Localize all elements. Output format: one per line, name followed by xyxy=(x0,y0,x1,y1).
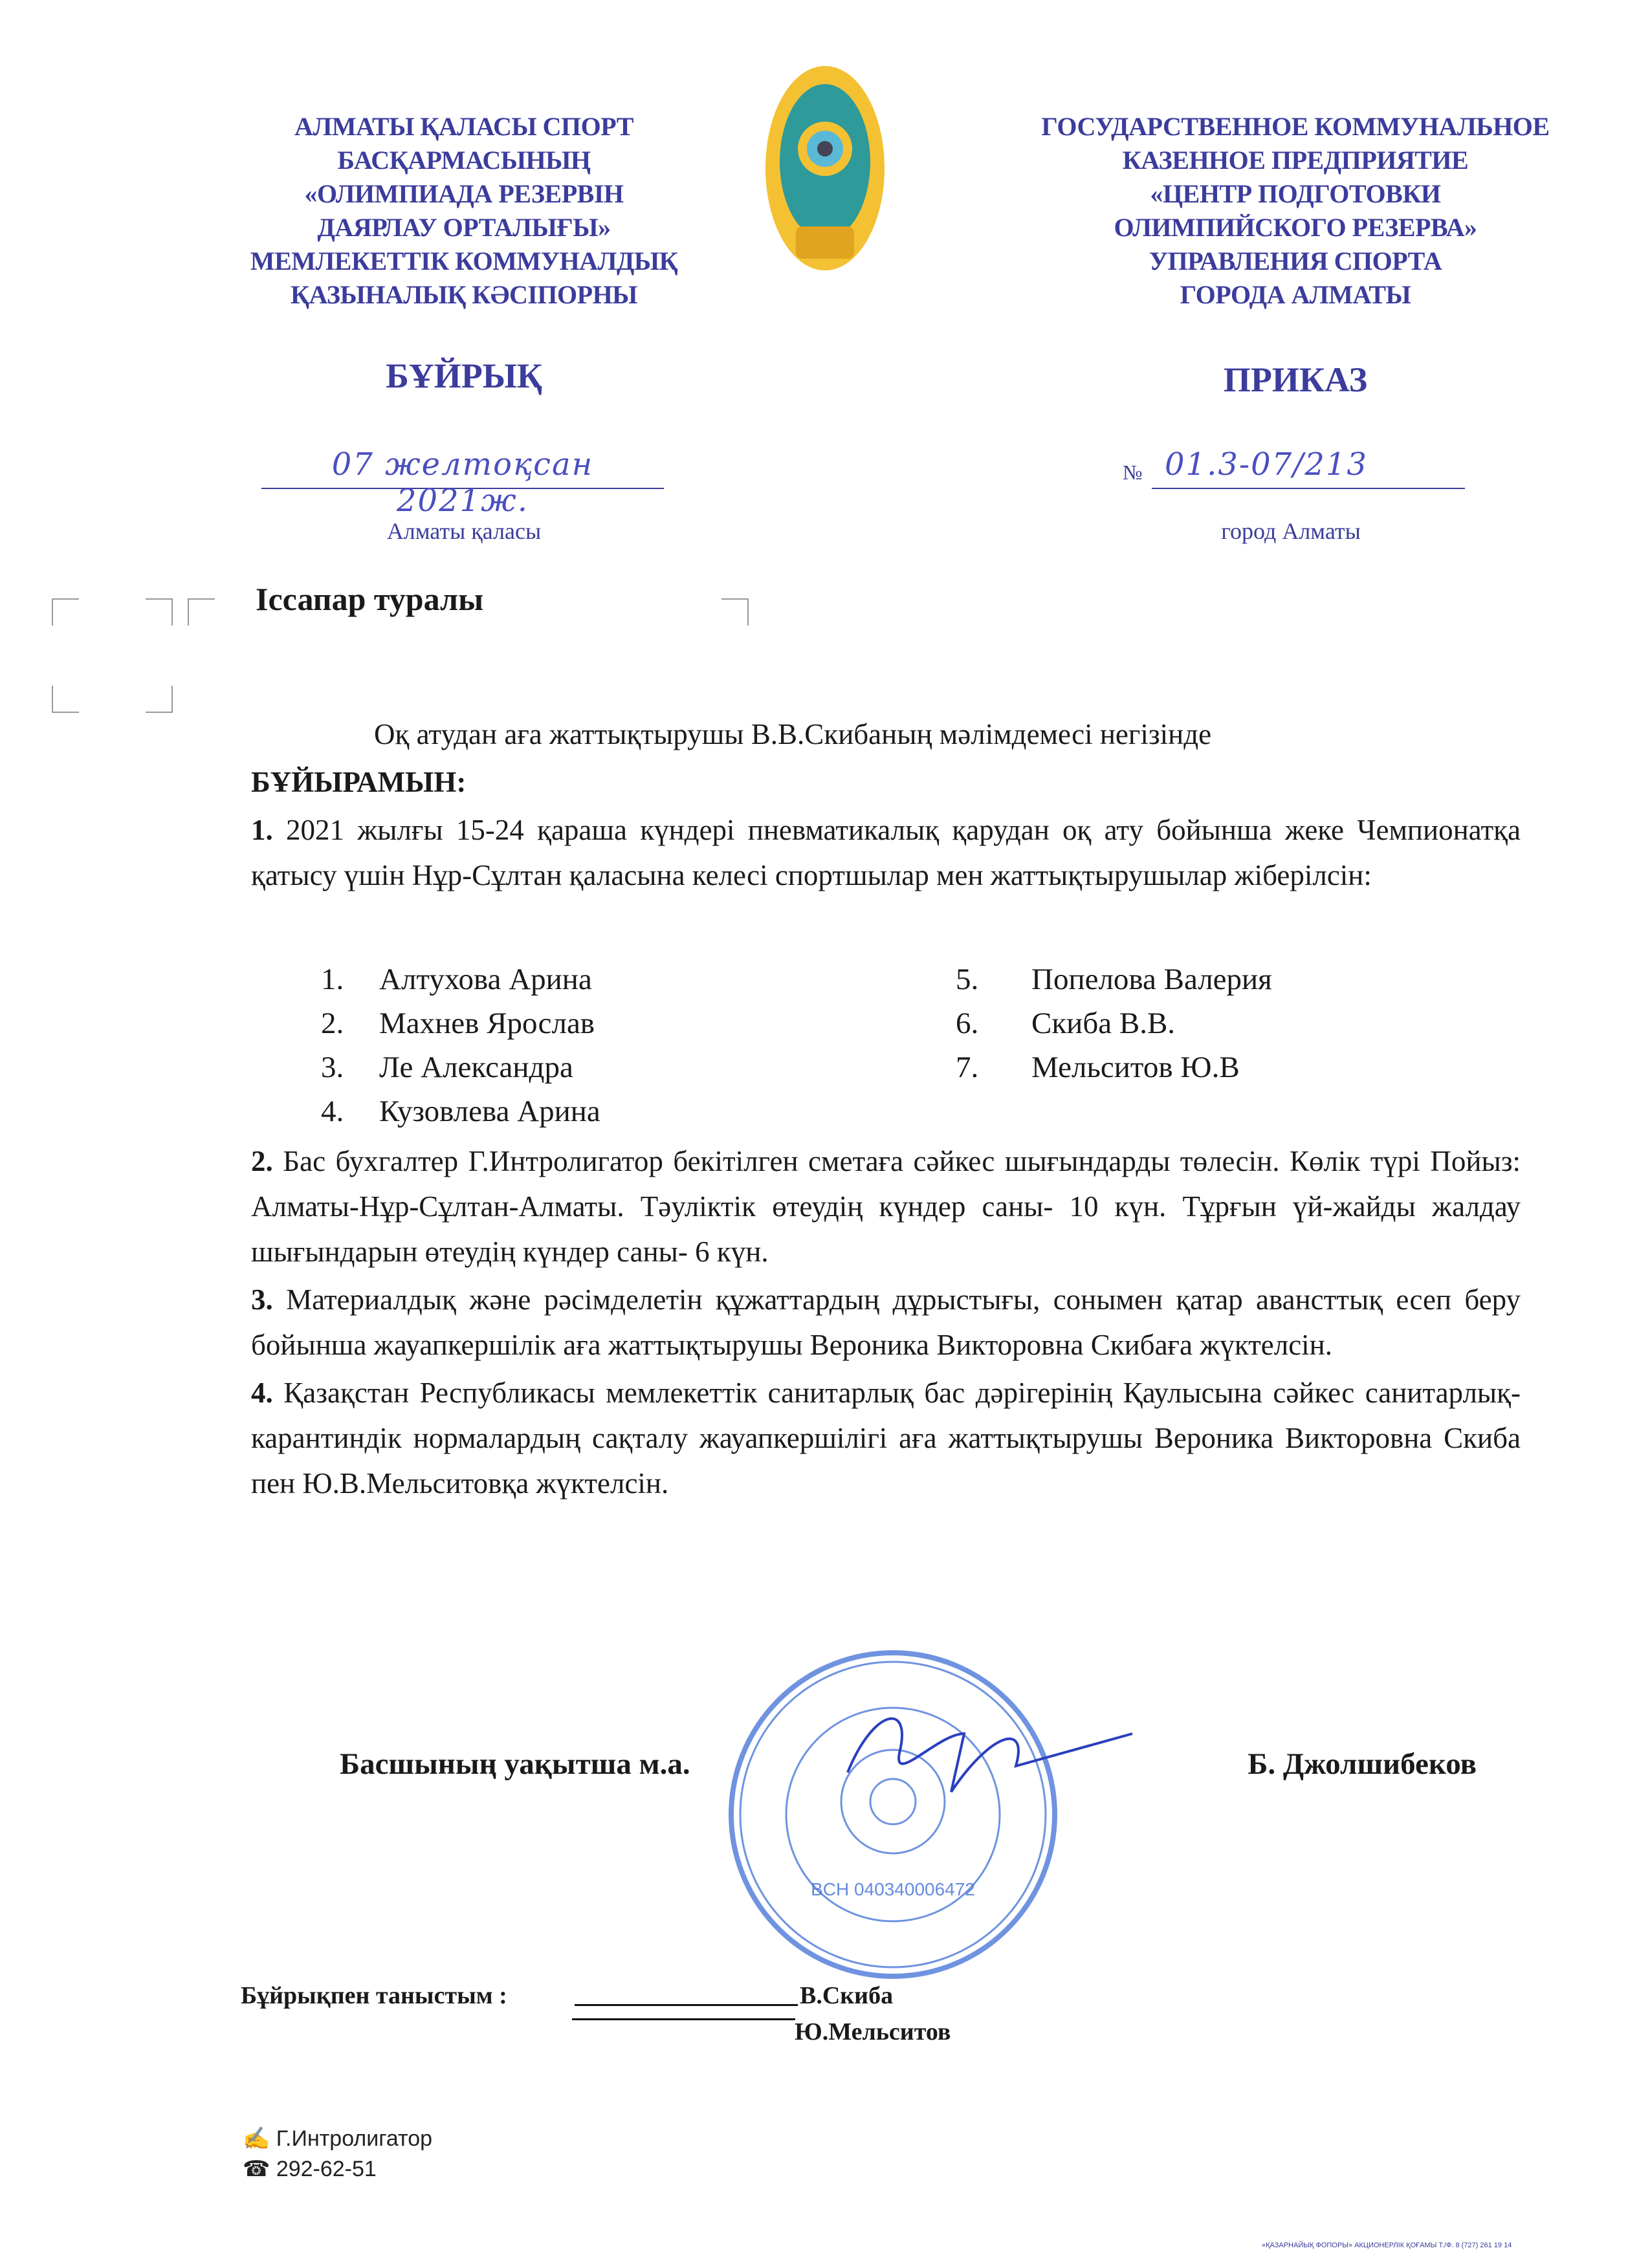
executor-name: Г.Интролигатор xyxy=(276,2126,433,2151)
header-right-org xyxy=(1011,110,1580,312)
order-word: БҰЙЫРАМЫН: xyxy=(251,766,467,798)
header-right-line: «ЦЕНТР ПОДГОТОВКИ xyxy=(1150,179,1441,208)
corner-mark xyxy=(52,686,79,713)
participant-name: Попелова Валерия xyxy=(1031,963,1272,996)
paragraph-text: 2021 жылғы 15-24 қараша күндері пневматикалық қарудан оқ ату бойынша жеке Чемпионатқа қатысу үшін Нұр-Сұлтан қаласына келесі спортшылар мен жаттықтырушылар жіберілсін: xyxy=(251,814,1521,891)
corner-mark xyxy=(146,686,173,713)
header-left-line: МЕМЛЕКЕТТІК КОММУНАЛДЫҚ xyxy=(250,246,678,276)
acknowledged-label: Бұйрықпен таныстым : xyxy=(241,1982,507,2009)
list-item: 7. Мельситов Ю.В xyxy=(956,1051,1240,1084)
order-body-top xyxy=(251,712,1521,900)
header-left-line: ҚАЗЫНАЛЫҚ КӘСІПОРНЫ xyxy=(291,280,637,309)
number-sign: № xyxy=(1123,461,1143,484)
header-left-org xyxy=(205,110,723,312)
list-item: 2. Махнев Ярослав xyxy=(321,1007,595,1040)
signer-position: Басшының уақытша м.а. xyxy=(340,1747,690,1781)
header-right-line: ГОСУДАРСТВЕННОЕ КОММУНАЛЬНОЕ xyxy=(1041,112,1550,141)
subject-heading: Іссапар туралы xyxy=(256,581,484,617)
signature-line xyxy=(575,2004,798,2006)
header-left-line: БАСҚАРМАСЫНЫҢ xyxy=(337,146,591,175)
participant-name: Алтухова Арина xyxy=(379,963,592,996)
acknowledged-name: Ю.Мельситов xyxy=(795,2018,951,2045)
order-body-bottom xyxy=(251,1139,1521,1509)
phone-number: 292-62-51 xyxy=(276,2157,377,2181)
corner-mark xyxy=(52,598,79,626)
participant-name: Махнев Ярослав xyxy=(379,1007,595,1040)
header-left-line: ДАЯРЛАУ ОРТАЛЫҒЫ» xyxy=(317,213,611,242)
paragraph-1 xyxy=(251,807,1521,898)
list-item: 3. Ле Александра xyxy=(321,1051,573,1084)
phone-icon: ☎ xyxy=(243,2157,270,2181)
header-left-line: «ОЛИМПИАДА РЕЗЕРВІН xyxy=(304,179,624,208)
pen-icon: ✍ xyxy=(243,2126,270,2151)
paragraph-4 xyxy=(251,1370,1521,1506)
executor-phone xyxy=(243,2156,377,2182)
signature-line xyxy=(572,2018,795,2020)
order-date-field xyxy=(261,446,664,519)
header-right-line: ГОРОДА АЛМАТЫ xyxy=(1180,280,1411,309)
executor xyxy=(243,2126,432,2152)
header-right-line: УПРАВЛЕНИЯ СПОРТА xyxy=(1149,246,1442,276)
corner-mark xyxy=(188,598,215,626)
paragraph-number: 2. xyxy=(251,1145,273,1177)
header-right-line: КАЗЕННОЕ ПРЕДПРИЯТИЕ xyxy=(1122,146,1469,175)
paragraph-text: Қазақстан Республикасы мемлекеттік санитарлық бас дәрігерінің Қаулысына сәйкес санитарлық-карантиндік нормалардың сақталу жауапкершілігі аға жаттықтырушы Вероника Викторовна Скиба пен Ю.В.Мельситовқа жүктелсін. xyxy=(251,1377,1521,1499)
list-item: 4. Кузовлева Арина xyxy=(321,1095,600,1128)
paragraph-text: Материалдық және рәсімделетін құжаттардың дұрыстығы, сонымен қатар авансттық есеп беру бойынша жауапкершілік аға жаттықтырушы Вероника Викторовна Скибаға жүктелсін. xyxy=(251,1283,1521,1361)
participant-name: Скиба В.В. xyxy=(1031,1007,1176,1040)
participant-name: Ле Александра xyxy=(379,1051,573,1084)
paragraph-2 xyxy=(251,1139,1521,1274)
order-number-field xyxy=(1152,446,1465,489)
paragraph-number: 3. xyxy=(251,1283,273,1316)
participant-name: Кузовлева Арина xyxy=(379,1095,600,1128)
paragraph-3 xyxy=(251,1277,1521,1368)
corner-mark xyxy=(721,598,749,626)
header-left-line: АЛМАТЫ ҚАЛАСЫ СПОРТ xyxy=(294,112,633,141)
paragraph-text: Бас бухгалтер Г.Интролигатор бекітілген сметаға сәйкес шығындарды төлесін. Көлік түрі Пойыз: Алматы-Нұр-Сұлтан-Алматы. Тәуліктік өтеудің күндер саны- 10 күн. Тұрғын үй-жайды жалдау шығындарын өтеудің күндер саны- 6 күн. xyxy=(251,1145,1521,1268)
title-ru: ПРИКАЗ xyxy=(1223,360,1368,399)
city-kz: Алматы қаласы xyxy=(386,518,542,544)
participant-name: Мельситов Ю.В xyxy=(1031,1051,1240,1084)
paragraph-number: 4. xyxy=(251,1377,273,1409)
paragraph-number: 1. xyxy=(251,814,273,846)
signer-name: Б. Джолшибеков xyxy=(1248,1747,1477,1781)
participants-list xyxy=(0,957,1650,1139)
state-emblem-icon xyxy=(764,65,886,278)
acknowledged-name: В.Скиба xyxy=(800,1982,894,2009)
city-ru: город Алматы xyxy=(1221,518,1361,544)
corner-mark xyxy=(146,598,173,626)
order-number: 01.3-07/213 xyxy=(1165,446,1368,483)
intro-paragraph: Оқ атудан аға жаттықтырушы В.В.Скибаның мәлімдемесі негізінде xyxy=(374,718,1212,750)
list-item: 1. Алтухова Арина xyxy=(321,963,592,996)
printer-footer: «ҚАЗАРНАЙЫҚ ФОПОРЫ» АКЦИОНЕРЛІК ҚОҒАМЫ Т./Ф. 8 (727) 261 19 14 xyxy=(1262,2241,1512,2249)
handwritten-signature-icon xyxy=(835,1695,1171,1811)
list-item: 6. Скиба В.В. xyxy=(956,1007,1176,1040)
header-right-line: ОЛИМПИЙСКОГО РЕЗЕРВА» xyxy=(1114,213,1477,242)
order-date: 07 желтоқсан 2021ж. xyxy=(331,446,594,519)
title-kz: БҰЙРЫҚ xyxy=(386,356,542,395)
list-item: 5. Попелова Валерия xyxy=(956,963,1272,996)
stamp-bin: BCH 040340006472 xyxy=(811,1879,975,1899)
